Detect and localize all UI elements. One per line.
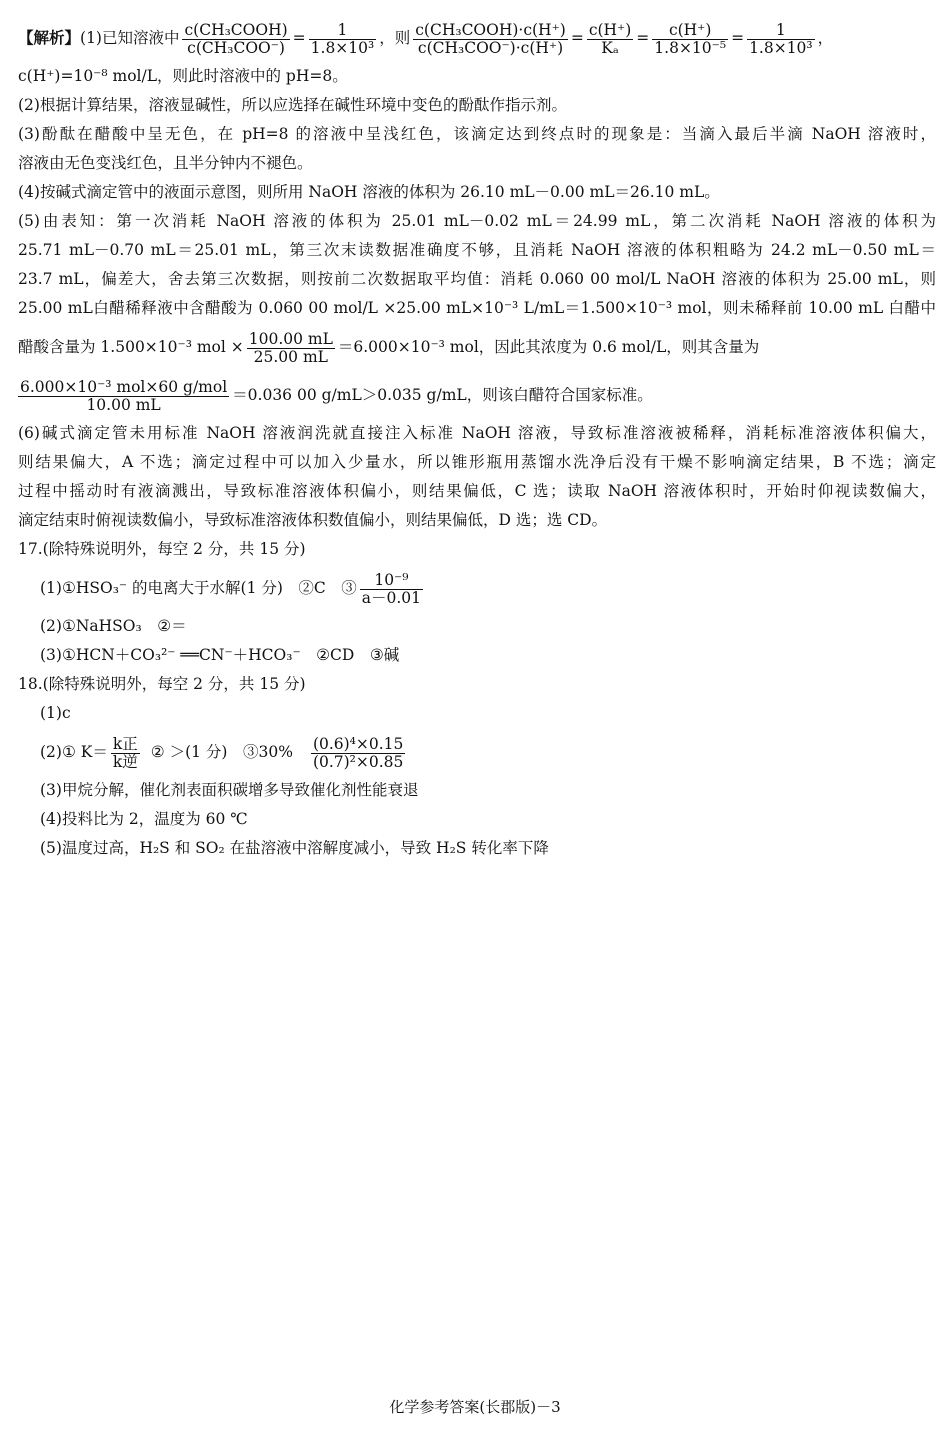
q18-answer1: (1)c bbox=[40, 704, 71, 722]
text: (1)已知溶液中 bbox=[80, 29, 180, 47]
numerator: c(H⁺) bbox=[588, 20, 632, 39]
text: (2)① K＝ bbox=[40, 743, 108, 761]
fraction bbox=[413, 22, 568, 57]
numerator: (0.6)⁴×0.15 bbox=[312, 734, 404, 753]
numerator: 1 bbox=[747, 22, 815, 40]
s16-part2: (2)根据计算结果，溶液显碱性，所以应选择在碱性环境中变色的酚酞作指示剂。 bbox=[18, 96, 567, 114]
page-footer: 化学参考答案(长郡版)－3 bbox=[389, 1398, 561, 1416]
equals: = bbox=[731, 29, 745, 47]
q17-answer2: (2)①NaHSO₃ ②＝ bbox=[40, 617, 187, 635]
s16-part5b: 25.71 mL－0.70 mL＝25.01 mL，第三次末读数据准确度不够，且消耗 NaOH 溶液的体积粗略为 24.2 mL－0.50 mL＝ bbox=[18, 241, 936, 259]
fraction bbox=[652, 22, 728, 57]
equals: = bbox=[570, 29, 584, 47]
text: ，则 bbox=[379, 29, 411, 47]
fraction bbox=[309, 22, 377, 57]
analysis-label: 【解析】 bbox=[18, 28, 81, 47]
q18-heading: 18.(除特殊说明外，每空 2 分，共 15 分) bbox=[18, 675, 306, 693]
q18-answer3: (3)甲烷分解，催化剂表面积碳增多导致催化剂性能衰退 bbox=[40, 781, 419, 799]
fraction bbox=[360, 572, 423, 607]
fraction bbox=[111, 736, 140, 771]
numerator: 100.00 mL bbox=[248, 329, 333, 348]
numerator: c(CH₃COOH)·c(H⁺) bbox=[415, 20, 566, 39]
text: ， bbox=[817, 29, 834, 47]
q17-answer1 bbox=[18, 564, 936, 612]
denominator: 10.00 mL bbox=[86, 395, 161, 414]
fraction-ratio bbox=[182, 22, 289, 57]
denominator: c(CH₃COO⁻) bbox=[187, 38, 285, 57]
answer-page bbox=[18, 14, 936, 863]
denominator: 1.8×10⁻⁵ bbox=[654, 38, 727, 57]
s16-line2: c(H⁺)=10⁻⁸ mol/L，则此时溶液中的 pH=8。 bbox=[18, 67, 348, 85]
s16-line1 bbox=[18, 14, 936, 62]
s16-part6a: (6)碱式滴定管未用标准 NaOH 溶液润洗就直接注入标准 NaOH 溶液，导致标准溶液被稀释，消耗标准溶液体积偏大， bbox=[18, 424, 936, 442]
denominator: 25.00 mL bbox=[253, 347, 328, 366]
numerator: c(CH₃COOH) bbox=[184, 20, 288, 39]
denominator: (0.7)²×0.85 bbox=[312, 752, 404, 771]
denominator: c(CH₃COO⁻)·c(H⁺) bbox=[417, 38, 564, 57]
s16-part5e bbox=[18, 323, 936, 371]
q18-answer5: (5)温度过高，H₂S 和 SO₂ 在盐溶液中溶解度减小，导致 H₂S 转化率下降 bbox=[40, 839, 549, 857]
fraction bbox=[18, 379, 229, 414]
equals: = bbox=[636, 29, 650, 47]
numerator: 6.000×10⁻³ mol×60 g/mol bbox=[20, 377, 228, 396]
s16-part5a: (5)由表知：第一次消耗 NaOH 溶液的体积为 25.01 mL－0.02 mL＝24.99 mL，第二次消耗 NaOH 溶液的体积为 bbox=[18, 212, 936, 230]
s16-part6d: 滴定结束时俯视读数偏小，导致标准溶液体积数值偏小，则结果偏低，D 选；选 CD。 bbox=[18, 511, 608, 529]
s16-part6b: 则结果偏大，A 不选；滴定过程中可以加入少量水，所以锥形瓶用蒸馏水洗净后没有干燥不影响滴定结果，B 不选；滴定 bbox=[18, 453, 936, 471]
denominator: k逆 bbox=[112, 752, 138, 771]
equals: = bbox=[292, 29, 306, 47]
fraction bbox=[587, 22, 633, 57]
s16-part5d: 25.00 mL白醋稀释液中含醋酸为 0.060 00 mol/L ×25.00 mL×10⁻³ L/mL＝1.500×10⁻³ mol，则未稀释前 10.00 mL 白醋中 bbox=[18, 299, 936, 317]
s16-part5f bbox=[18, 371, 936, 419]
text: 醋酸含量为 1.500×10⁻³ mol × bbox=[18, 338, 244, 356]
s16-part3a: (3)酚酞在醋酸中呈无色，在 pH=8 的溶液中呈浅红色，该滴定达到终点时的现象是：当滴入最后半滴 NaOH 溶液时， bbox=[18, 125, 936, 143]
s16-part3b: 溶液由无色变浅红色，且半分钟内不褪色。 bbox=[18, 154, 313, 172]
q17-heading: 17.(除特殊说明外，每空 2 分，共 15 分) bbox=[18, 540, 306, 558]
text: (1)①HSO₃⁻ 的电离大于水解(1 分) ②C ③ bbox=[40, 579, 357, 597]
numerator: 10⁻⁹ bbox=[360, 572, 423, 590]
text: ＝6.000×10⁻³ mol，因此其浓度为 0.6 mol/L，则其含量为 bbox=[337, 338, 760, 356]
q17-answer3: (3)①HCN＋CO₃²⁻ ══CN⁻＋HCO₃⁻ ②CD ③碱 bbox=[40, 646, 400, 664]
denominator: 1.8×10³ bbox=[310, 38, 375, 57]
numerator: c(H⁺) bbox=[652, 22, 728, 40]
text: ＝0.036 00 g/mL＞0.035 g/mL，则该白醋符合国家标准。 bbox=[232, 386, 653, 404]
numerator: k正 bbox=[112, 734, 138, 753]
s16-part5c: 23.7 mL，偏差大，舍去第三次数据，则按前二次数据取平均值：消耗 0.060 00 mol/L NaOH 溶液的体积为 25.00 mL，则 bbox=[18, 270, 936, 288]
fraction bbox=[247, 331, 335, 366]
s16-part4: (4)按碱式滴定管中的液面示意图，则所用 NaOH 溶液的体积为 26.10 mL－0.00 mL＝26.10 mL。 bbox=[18, 183, 720, 201]
denominator: Kₐ bbox=[601, 38, 619, 57]
fraction bbox=[311, 736, 405, 771]
text: ② ＞(1 分) ③30% bbox=[150, 743, 293, 761]
fraction bbox=[747, 22, 815, 57]
numerator: 1 bbox=[309, 22, 377, 40]
s16-part6c: 过程中摇动时有液滴溅出，导致标准溶液体积偏小，则结果偏低，C 选；读取 NaOH 溶液体积时，开始时仰视读数偏大， bbox=[18, 482, 936, 500]
q18-answer4: (4)投料比为 2，温度为 60 ℃ bbox=[40, 810, 248, 828]
denominator: 1.8×10³ bbox=[749, 38, 813, 57]
q18-answer2 bbox=[18, 728, 936, 776]
denominator: a－0.01 bbox=[361, 588, 422, 607]
